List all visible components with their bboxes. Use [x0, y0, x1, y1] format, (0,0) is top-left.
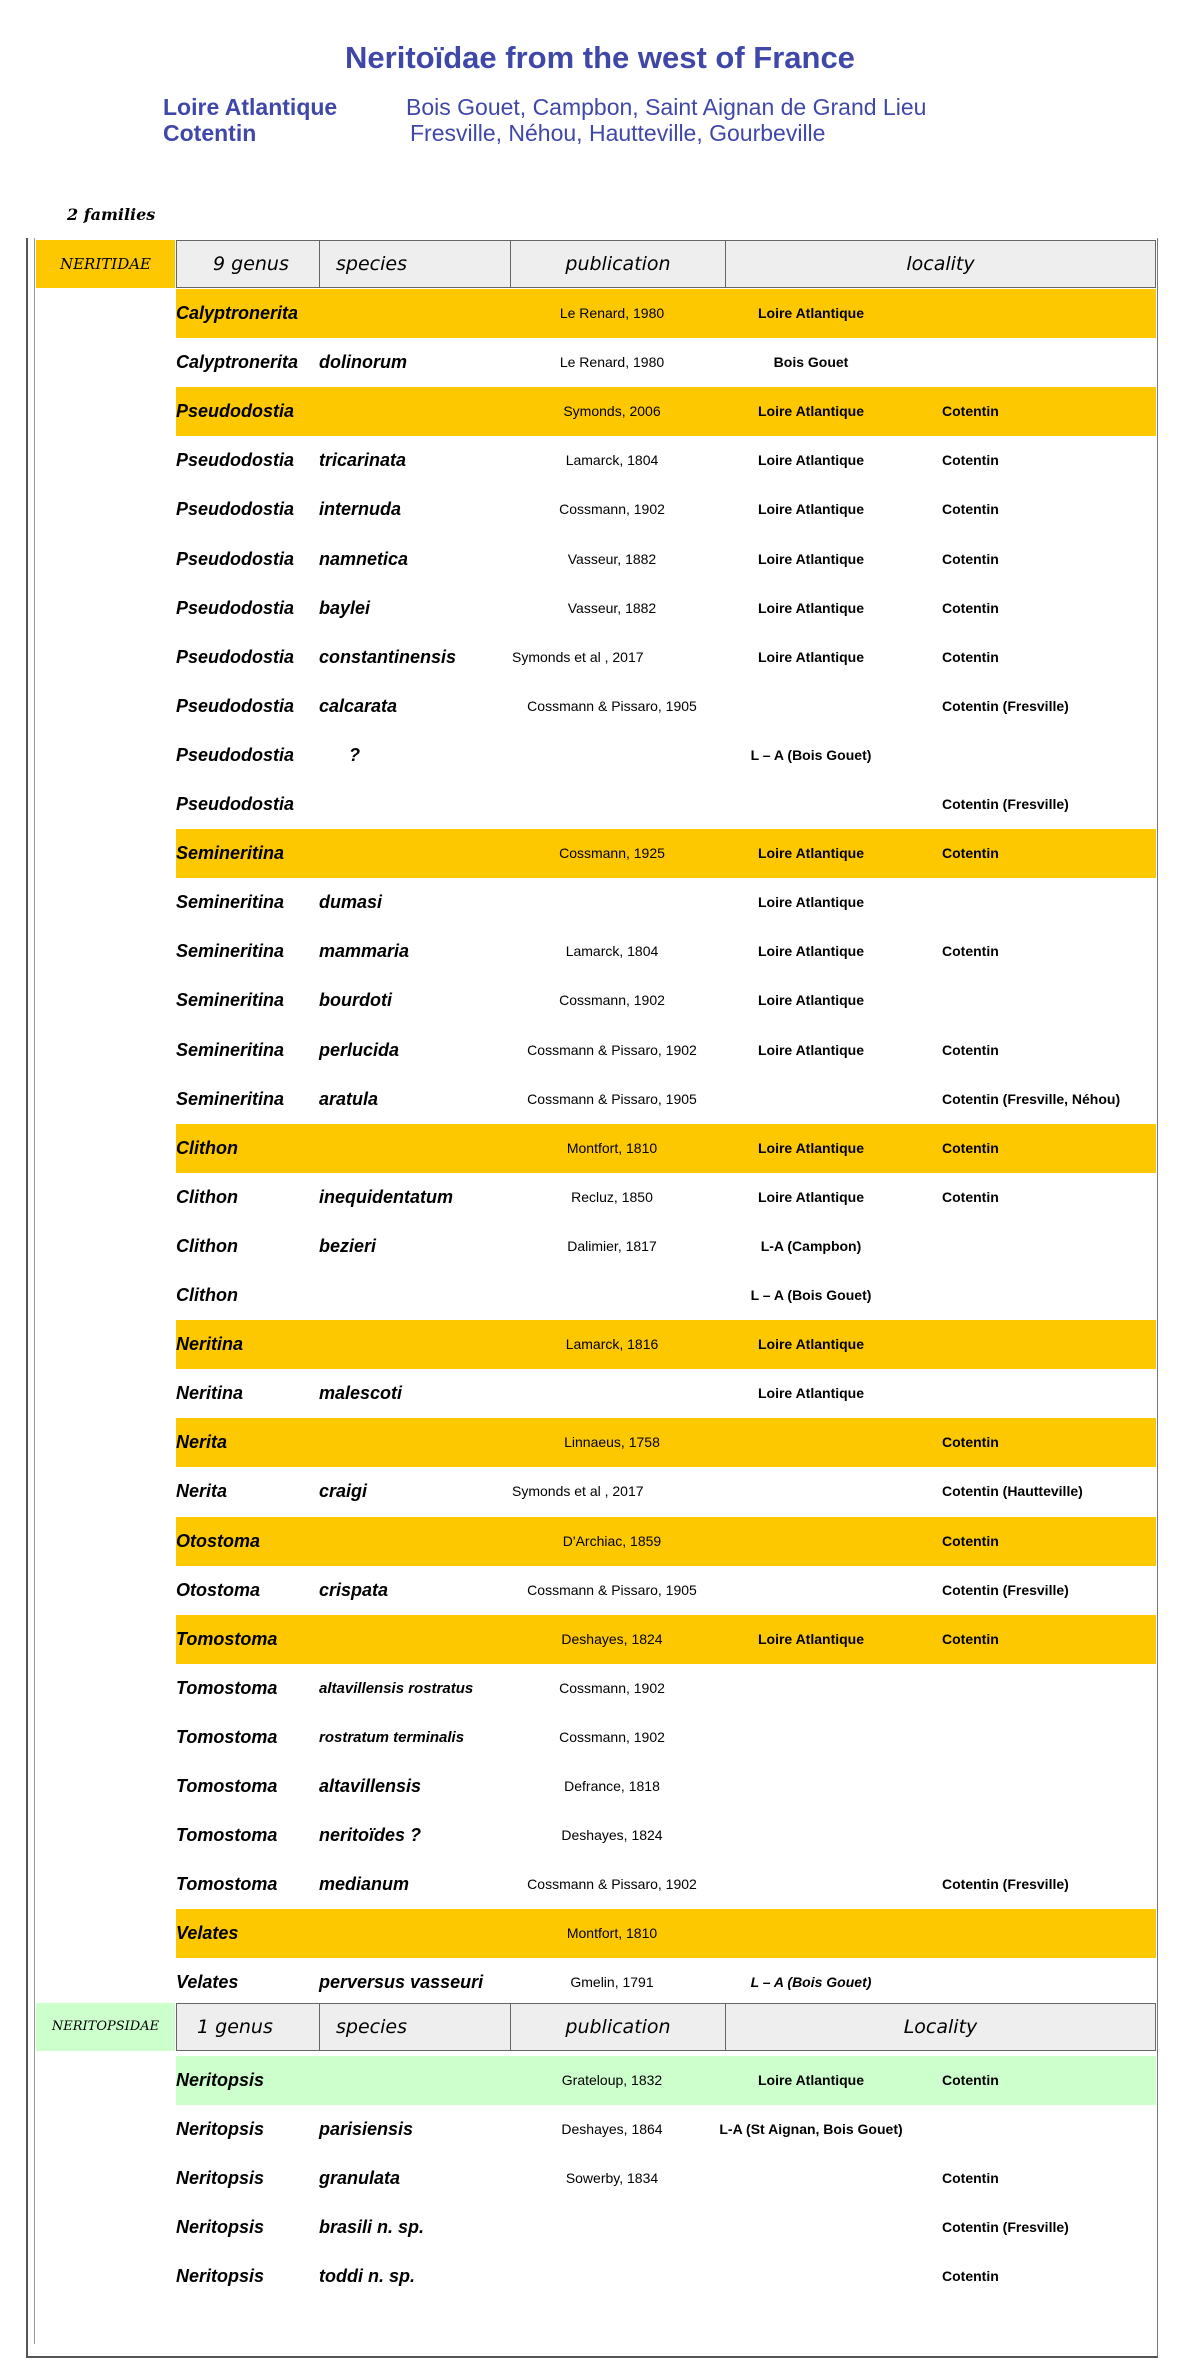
table-row	[176, 2203, 1156, 2252]
species-cell: crispata	[319, 1579, 389, 1600]
page-title: Neritoïdae from the west of France	[345, 40, 855, 75]
genus-cell: Semineritina	[176, 843, 285, 864]
locality-la-cell: Loire Atlantique	[757, 2071, 865, 2088]
table-row	[176, 2252, 1156, 2301]
locality-la-cell: Loire Atlantique	[757, 452, 865, 469]
publication-cell: Cossmann, 1902	[559, 1728, 665, 1745]
table-row	[176, 485, 1156, 534]
species-cell: toddi n. sp.	[319, 2265, 415, 2286]
header2-species: species	[319, 2003, 511, 2051]
table-row	[176, 780, 1156, 829]
species-cell: medianum	[319, 1874, 410, 1895]
genus-cell: Pseudodostia	[176, 794, 295, 814]
locality-cotentin-cell: Cotentin	[942, 599, 999, 616]
species-cell: ?	[319, 744, 361, 765]
genus-cell: Semineritina	[176, 990, 285, 1011]
genus-cell: Neritopsis	[176, 2118, 265, 2139]
locality-la-cell: Loire Atlantique	[757, 894, 865, 911]
locality-cotentin-cell: Cotentin	[942, 1532, 999, 1549]
genus-row	[176, 387, 1156, 436]
publication-cell: Recluz, 1850	[571, 1188, 653, 1205]
table-row	[176, 1075, 1156, 1124]
genus-cell: Neritopsis	[176, 2167, 265, 2188]
locality-la-cell: L – A (Bois Gouet)	[750, 746, 872, 763]
locality-la-cell: L-A (St Aignan, Bois Gouet)	[719, 2120, 903, 2137]
species-cell: craigi	[319, 1481, 368, 1502]
locality-cotentin-cell: Cotentin	[942, 648, 999, 665]
genus-cell: Semineritina	[176, 941, 285, 962]
species-cell: mammaria	[319, 941, 410, 962]
species-cell: bourdoti	[319, 990, 392, 1011]
genus-row	[176, 289, 1156, 338]
publication-cell: Cossmann & Pissaro, 1905	[527, 1090, 697, 1107]
species-cell: dumasi	[319, 892, 383, 913]
table-row	[176, 1860, 1156, 1909]
genus-cell: Pseudodostia	[176, 597, 295, 618]
genus-cell: Semineritina	[176, 1088, 285, 1109]
locality-la-cell: Loire Atlantique	[757, 1041, 865, 1058]
locality-cotentin-cell: Cotentin	[942, 2169, 999, 2186]
locality-la-cell: Bois Gouet	[773, 354, 849, 371]
genus-cell: Neritina	[176, 1334, 244, 1355]
species-cell: tricarinata	[319, 450, 407, 471]
locality-la-cell: Loire Atlantique	[757, 648, 865, 665]
species-cell: aratula	[319, 1088, 379, 1109]
publication-cell: Lamarck, 1804	[565, 452, 659, 469]
genus-cell: Tomostoma	[176, 1677, 278, 1698]
publication-cell: Montfort, 1810	[566, 1925, 658, 1942]
genus-row	[176, 829, 1156, 878]
locality-cotentin-cell: Cotentin (Fresville)	[942, 697, 1069, 714]
genus-cell: Clithon	[176, 1235, 238, 1256]
genus-row	[176, 1615, 1156, 1664]
publication-cell: Lamarck, 1804	[565, 943, 659, 960]
table-row	[176, 633, 1156, 682]
species-cell: rostratum terminalis	[319, 1728, 465, 1746]
locality-cotentin-cell: Cotentin	[942, 943, 999, 960]
species-cell: altavillensis rostratus	[319, 1679, 474, 1697]
genus-row	[176, 1124, 1156, 1173]
locality-la-cell: L-A (Campbon)	[760, 1237, 862, 1254]
publication-cell: Deshayes, 1824	[561, 1630, 663, 1647]
species-cell: internuda	[319, 499, 402, 520]
publication-cell: D'Archiac, 1859	[562, 1532, 662, 1549]
publication-cell: Cossmann & Pissaro, 1905	[527, 697, 697, 714]
genus-cell: Neritopsis	[176, 2265, 265, 2286]
genus-row	[176, 2056, 1156, 2105]
table-row	[176, 2154, 1156, 2203]
genus-row	[176, 1517, 1156, 1566]
genus-cell: Pseudodostia	[176, 450, 295, 471]
publication-cell: Cossmann, 1902	[559, 992, 665, 1009]
table-row	[176, 1222, 1156, 1271]
publication-cell: Cossmann, 1902	[559, 501, 665, 518]
species-cell: parisiensis	[319, 2118, 414, 2139]
publication-cell: Cossmann & Pissaro, 1905	[527, 1581, 697, 1598]
table-row	[176, 1664, 1156, 1713]
locality-cotentin-cell: Cotentin	[942, 1188, 999, 1205]
header2-genus-count: 1 genus	[176, 2003, 320, 2051]
publication-cell: Symonds et al , 2017	[512, 648, 644, 665]
locality-cotentin-cell: Cotentin	[942, 501, 999, 518]
table-row	[176, 2105, 1156, 2154]
header-species: species	[319, 240, 511, 288]
table-row	[176, 1271, 1156, 1320]
table-row	[176, 1026, 1156, 1075]
publication-cell: Lamarck, 1816	[565, 1336, 659, 1353]
species-cell: malescoti	[319, 1383, 403, 1404]
genus-cell: Neritopsis	[176, 2069, 265, 2090]
table-row	[176, 1369, 1156, 1418]
locality-la-cell: Loire Atlantique	[757, 845, 865, 862]
species-cell: inequidentatum	[319, 1186, 453, 1207]
locality-cotentin-cell: Cotentin	[942, 1630, 999, 1647]
genus-cell: Semineritina	[176, 892, 285, 913]
genus-cell: Pseudodostia	[176, 548, 295, 569]
locality-cotentin-cell: Cotentin (Fresville)	[942, 796, 1069, 812]
table-row	[176, 1467, 1156, 1516]
locality-cotentin-cell: Cotentin	[942, 403, 999, 420]
species-cell: neritoïdes ?	[319, 1825, 422, 1846]
table-row	[176, 927, 1156, 976]
table-row	[176, 338, 1156, 387]
region-name-1: Loire Atlantique	[163, 94, 338, 120]
header-genus-count: 9 genus	[176, 240, 320, 288]
species-cell: dolinorum	[319, 352, 407, 373]
publication-cell: Cossmann & Pissaro, 1902	[527, 1876, 697, 1893]
locality-la-cell: Loire Atlantique	[757, 501, 865, 518]
species-cell: altavillensis	[319, 1776, 422, 1796]
publication-cell: Symonds et al , 2017	[512, 1483, 644, 1500]
locality-la-cell: Loire Atlantique	[757, 599, 865, 616]
publication-cell: Cossmann & Pissaro, 1902	[527, 1041, 697, 1058]
genus-cell: Pseudodostia	[176, 646, 295, 667]
locality-la-cell: Loire Atlantique	[757, 992, 865, 1009]
table-row	[176, 878, 1156, 927]
table-row	[176, 731, 1156, 780]
region-name-2: Cotentin	[163, 120, 257, 146]
genus-cell: Neritopsis	[176, 2216, 265, 2237]
genus-row	[176, 1320, 1156, 1369]
genus-row	[176, 1909, 1156, 1958]
locality-la-cell: Loire Atlantique	[757, 1188, 865, 1205]
locality-la-cell: L – A (Bois Gouet)	[750, 1287, 872, 1303]
publication-cell: Deshayes, 1824	[561, 1827, 663, 1844]
locality-la-cell: Loire Atlantique	[757, 305, 865, 321]
genus-cell: Semineritina	[176, 1039, 285, 1060]
locality-cotentin-cell: Cotentin	[942, 452, 999, 469]
locality-cotentin-cell: Cotentin	[942, 1041, 999, 1058]
genus-cell: Pseudodostia	[176, 695, 295, 716]
species-cell: calcarata	[319, 695, 398, 716]
genus-cell: Pseudodostia	[176, 499, 295, 520]
species-cell: namnetica	[319, 548, 409, 569]
locality-cotentin-cell: Cotentin	[942, 1434, 999, 1451]
genus-cell: Tomostoma	[176, 1825, 278, 1846]
genus-cell: Neritina	[176, 1383, 244, 1404]
genus-cell: Tomostoma	[176, 1628, 278, 1649]
locality-cotentin-cell: Cotentin	[942, 2071, 999, 2088]
publication-cell: Vasseur, 1882	[567, 550, 657, 567]
genus-cell: Tomostoma	[176, 1776, 278, 1796]
publication-cell: Le Renard, 1980	[559, 305, 665, 321]
locality-cotentin-cell: Cotentin (Hautteville)	[942, 1483, 1083, 1500]
table-row	[176, 535, 1156, 584]
locality-la-cell: Loire Atlantique	[757, 1336, 865, 1353]
publication-cell: Symonds, 2006	[563, 403, 661, 420]
genus-cell: Otostoma	[176, 1579, 261, 1600]
publication-cell: Vasseur, 1882	[567, 599, 657, 616]
publication-cell: Dalimier, 1817	[567, 1237, 657, 1254]
locality-la-cell: Loire Atlantique	[757, 1139, 865, 1156]
table-row	[176, 1566, 1156, 1615]
species-cell: bezieri	[319, 1235, 377, 1256]
table-row	[176, 1173, 1156, 1222]
region-places-1: Bois Gouet, Campbon, Saint Aignan de Grand Lieu	[406, 94, 927, 120]
locality-la-cell: Loire Atlantique	[757, 550, 865, 567]
header2-publication: publication	[510, 2003, 726, 2051]
locality-cotentin-cell: Cotentin	[942, 550, 999, 567]
publication-cell: Deshayes, 1864	[561, 2120, 663, 2137]
header-publication: publication	[510, 240, 726, 288]
species-cell: perlucida	[319, 1039, 400, 1060]
genus-row	[176, 1418, 1156, 1467]
locality-la-cell: Loire Atlantique	[757, 1630, 865, 1647]
header-locality: locality	[725, 240, 1156, 288]
header2-locality: Locality	[725, 2003, 1156, 2051]
genus-cell: Pseudodostia	[176, 401, 295, 422]
publication-cell: Linnaeus, 1758	[564, 1434, 660, 1451]
locality-la-cell: Loire Atlantique	[757, 403, 865, 420]
publication-cell: Sowerby, 1834	[565, 2169, 659, 2186]
table-row	[176, 682, 1156, 731]
publication-cell: Montfort, 1810	[566, 1139, 658, 1156]
species-cell: perversus vasseuri	[319, 1972, 484, 1993]
genus-cell: Nerita	[176, 1481, 228, 1502]
family-label-neritopsidae: NERITOPSIDAE	[36, 2003, 175, 2051]
genus-cell: Velates	[176, 1972, 239, 1993]
table-row	[176, 436, 1156, 485]
genus-cell: Clithon	[176, 1137, 238, 1158]
genus-cell: Clithon	[176, 1285, 238, 1305]
genus-cell: Tomostoma	[176, 1726, 278, 1747]
species-cell: granulata	[319, 2167, 401, 2188]
publication-cell: Gmelin, 1791	[570, 1974, 654, 1991]
locality-cotentin-cell: Cotentin	[942, 1139, 999, 1156]
genus-cell: Calyptronerita	[176, 303, 299, 323]
genus-cell: Otostoma	[176, 1530, 261, 1551]
locality-cotentin-cell: Cotentin	[942, 845, 999, 862]
locality-cotentin-cell: Cotentin (Fresville, Néhou)	[942, 1090, 1121, 1107]
locality-la-cell: L – A (Bois Gouet)	[750, 1974, 872, 1991]
locality-la-cell: Loire Atlantique	[757, 943, 865, 960]
genus-cell: Velates	[176, 1923, 239, 1944]
genus-cell: Pseudodostia	[176, 744, 295, 765]
table-row	[176, 1762, 1156, 1811]
locality-cotentin-cell: Cotentin (Fresville)	[942, 1581, 1069, 1598]
genus-cell: Tomostoma	[176, 1874, 278, 1895]
locality-cotentin-cell: Cotentin (Fresville)	[942, 2218, 1069, 2235]
family-label-neritidae: NERITIDAE	[36, 240, 175, 288]
publication-cell: Cossmann, 1925	[559, 845, 665, 862]
locality-cotentin-cell: Cotentin	[942, 2267, 999, 2284]
region-places-2: Fresville, Néhou, Hautteville, Gourbeville	[410, 120, 826, 146]
publication-cell: Defrance, 1818	[564, 1778, 660, 1794]
locality-cotentin-cell: Cotentin (Fresville)	[942, 1876, 1069, 1893]
genus-cell: Clithon	[176, 1186, 238, 1207]
genus-cell: Calyptronerita	[176, 352, 299, 373]
table-row	[176, 976, 1156, 1025]
locality-la-cell: Loire Atlantique	[757, 1385, 865, 1402]
species-cell: brasili n. sp.	[319, 2216, 425, 2237]
genus-cell: Nerita	[176, 1432, 228, 1453]
publication-cell: Le Renard, 1980	[559, 354, 665, 371]
table-row	[176, 584, 1156, 633]
species-cell: baylei	[319, 597, 371, 618]
publication-cell: Cossmann, 1902	[559, 1679, 665, 1696]
families-count: 2 families	[67, 205, 156, 224]
table-row	[176, 1811, 1156, 1860]
publication-cell: Grateloup, 1832	[561, 2071, 663, 2088]
table-row	[176, 1713, 1156, 1762]
table-row	[176, 1958, 1156, 2007]
species-cell: constantinensis	[319, 646, 457, 667]
